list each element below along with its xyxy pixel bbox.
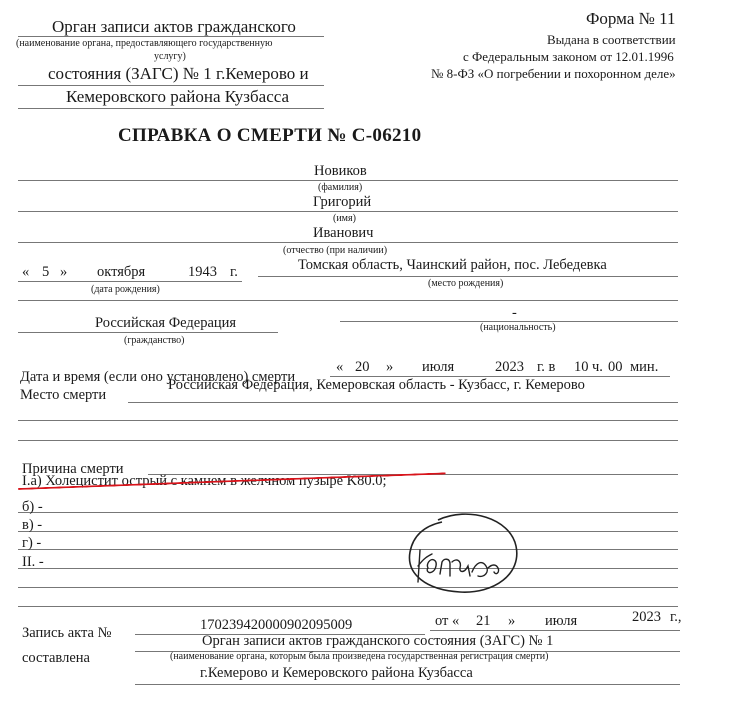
- death-year: 2023: [495, 359, 524, 375]
- issuing-org-line3: Кемеровского района Кузбасса: [66, 87, 290, 106]
- underline: [18, 568, 678, 569]
- cause-ia: I.а) Холецистит острый с камнем в желчном пузыре K80.0;: [22, 473, 387, 489]
- underline: [18, 36, 324, 37]
- death-place-label: Место смерти: [20, 387, 107, 403]
- record-org-caption: (наименование органа, которым была произведена государственная регистрация смерти): [170, 651, 549, 662]
- record-year-unit: г.,: [670, 609, 682, 625]
- citizenship-value: Российская Федерация: [95, 315, 237, 331]
- nationality-value: -: [512, 305, 517, 321]
- underline: [18, 420, 678, 421]
- underline: [430, 630, 680, 631]
- death-date-label: Дата и время (если оно установлено) смерти: [20, 369, 296, 385]
- birth-place-value: Томская область, Чаинский район, пос. Лебедевка: [298, 257, 607, 273]
- record-made-label: составлена: [22, 650, 90, 666]
- name-value: Григорий: [313, 194, 372, 210]
- birth-quote-close: »: [60, 264, 68, 280]
- underline: [18, 531, 678, 532]
- death-hour: 10: [574, 359, 589, 375]
- cause-g: г) -: [22, 535, 42, 551]
- cause-ii: II. -: [22, 554, 44, 570]
- issuing-org-caption2: услугу): [154, 51, 186, 62]
- underline: [128, 402, 678, 403]
- underline: [18, 606, 678, 607]
- record-year: 2023: [632, 609, 661, 625]
- record-org-line2: г.Кемерово и Кемеровского района Кузбасса: [200, 665, 473, 681]
- issued-basis-3: № 8-ФЗ «О погребении и похоронном деле»: [431, 66, 676, 81]
- underline: [18, 211, 678, 212]
- underline: [18, 332, 278, 333]
- issuing-org-line2: состояния (ЗАГС) № 1 г.Кемерово и: [48, 64, 309, 83]
- birth-date-label: (дата рождения): [91, 284, 160, 295]
- birth-year: 1943: [188, 264, 217, 280]
- death-minute: 00: [608, 359, 623, 375]
- surname-value: Новиков: [314, 163, 367, 179]
- death-quote-close: »: [386, 359, 394, 375]
- record-org: Орган записи актов гражданского состояния (ЗАГС) № 1: [202, 633, 554, 649]
- underline: [18, 180, 678, 181]
- underline: [18, 85, 324, 86]
- birth-day: 5: [42, 264, 50, 280]
- patronymic-label: (отчество (при наличии): [283, 245, 388, 256]
- issued-basis-2: с Федеральным законом от 12.01.1996: [463, 49, 674, 64]
- death-month: июля: [422, 359, 455, 375]
- underline: [18, 281, 242, 282]
- record-month: июля: [545, 613, 578, 629]
- underline: [18, 242, 678, 243]
- record-number: 170239420000902095009: [200, 617, 353, 633]
- record-day: 21: [476, 613, 491, 629]
- cause-v: в) -: [22, 517, 43, 533]
- nationality-label: (национальность): [480, 322, 556, 333]
- issuing-org-line1: Орган записи актов гражданского: [52, 17, 296, 36]
- underline: [18, 587, 678, 588]
- form-number: Форма № 11: [586, 9, 676, 28]
- underline: [18, 300, 678, 301]
- record-quote-close: »: [508, 613, 516, 629]
- cause-b: б) -: [22, 499, 43, 515]
- death-hour-unit: ч.: [592, 359, 603, 375]
- issued-basis-1: Выдана в соответствии: [547, 32, 676, 47]
- underline: [135, 684, 680, 685]
- birth-quote-open: «: [22, 264, 30, 280]
- underline: [258, 276, 678, 277]
- surname-label: (фамилия): [318, 182, 363, 193]
- death-day: 20: [355, 359, 370, 375]
- birth-month: октября: [97, 264, 146, 280]
- name-label: (имя): [333, 213, 356, 224]
- underline: [18, 512, 678, 513]
- underline: [18, 440, 678, 441]
- death-year-unit: г. в: [537, 359, 556, 375]
- death-place-value: Российская Федерация, Кемеровская область - Кузбасс, г. Кемерово: [168, 377, 585, 393]
- signature-scribble: [398, 506, 530, 598]
- document-title: СПРАВКА О СМЕРТИ № С-06210: [118, 125, 422, 146]
- birth-year-unit: г.: [230, 264, 238, 280]
- birth-place-label: (место рождения): [428, 278, 504, 289]
- underline: [18, 108, 324, 109]
- record-label: Запись акта №: [22, 625, 112, 641]
- issuing-org-caption: (наименование органа, предоставляющего государственную: [16, 38, 273, 49]
- record-date-from: от «: [435, 613, 460, 629]
- citizenship-label: (гражданство): [124, 335, 185, 346]
- death-quote-open: «: [336, 359, 344, 375]
- underline: [18, 549, 678, 550]
- death-minute-unit: мин.: [630, 359, 659, 375]
- patronymic-value: Иванович: [313, 225, 374, 241]
- cause-label: Причина смерти: [22, 461, 124, 477]
